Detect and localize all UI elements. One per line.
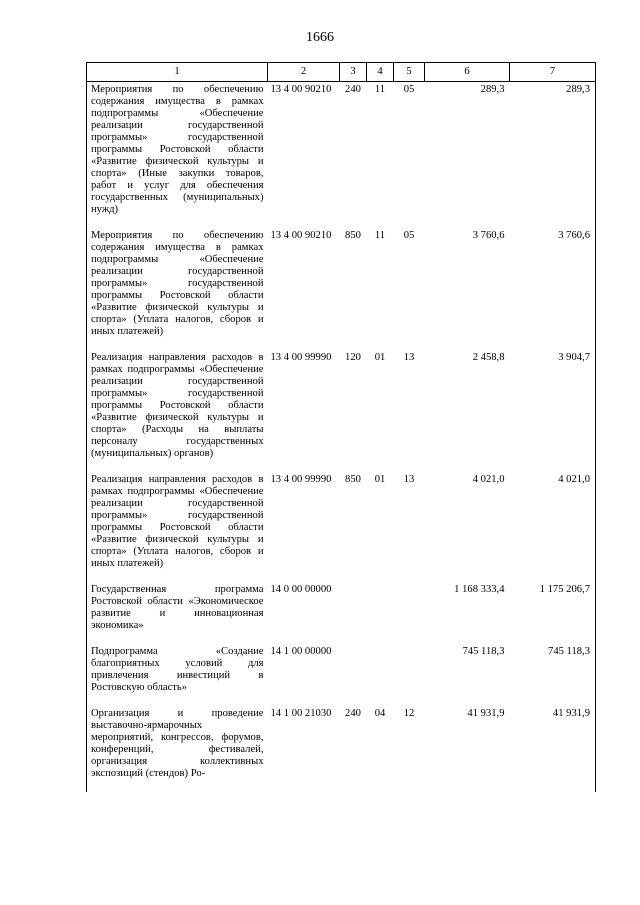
row-target-article: 13 4 00 90210 [270, 84, 332, 95]
header-cell: 6 [425, 63, 510, 82]
table-row [87, 706, 596, 792]
row-description: Организация и проведение выставочно-ярмарочных мероприятий, конгрессов, форумов, конференций, фестивалей, организация коллективных экспозиций (стендов) Ро- [87, 706, 268, 792]
row-subsection: 12 [403, 708, 415, 719]
row-amount-1: 745 118,3 [462, 646, 505, 657]
row-expense-type: 240 [345, 708, 361, 719]
table-row [87, 350, 596, 472]
row-amount-2: 289,3 [510, 82, 596, 229]
row-description: Реализация направления расходов в рамках подпрограммы «Обеспечение реализации государственной программы» государственной программы Ростовской области «Развитие физической культуры и спорта» (Расходы на выплаты персоналу государственных (муниципальных) органов) [87, 350, 268, 472]
table-row [87, 582, 596, 644]
row-description: Реализация направления расходов в рамках подпрограммы «Обеспечение реализации государственной программы» государственной программы Ростовской области «Развитие физической культуры и спорта» (Уплата налогов, сборов и иных платежей) [87, 472, 268, 582]
row-expense-type [340, 582, 367, 644]
row-section [367, 644, 394, 706]
row-subsection: 13 [403, 352, 415, 363]
row-subsection: 05 [403, 230, 415, 241]
row-section [367, 582, 394, 644]
header-cell: 2 [268, 63, 340, 82]
row-amount-1: 1 168 333,4 [454, 584, 505, 595]
row-expense-type: 850 [345, 230, 361, 241]
table-row [87, 228, 596, 350]
row-amount-2: 745 118,3 [510, 644, 596, 706]
row-description: Мероприятия по обеспечению содержания имущества в рамках подпрограммы «Обеспечение реализации государственной программы» государственной программы Ростовской области «Развитие физической культуры и спорта» (Уплата налогов, сборов и иных платежей) [87, 228, 268, 350]
row-subsection [394, 644, 425, 706]
row-description: Государственная программа Ростовской области «Экономическое развитие и инновационная экономика» [87, 582, 268, 644]
header-row [87, 63, 596, 82]
row-amount-2: 1 175 206,7 [510, 582, 596, 644]
row-amount-1: 3 760,6 [472, 230, 505, 241]
row-amount-1: 4 021,0 [472, 474, 505, 485]
row-expense-type: 850 [345, 474, 361, 485]
row-subsection: 13 [403, 474, 415, 485]
row-expense-type: 120 [345, 352, 361, 363]
budget-table [86, 62, 596, 792]
row-amount-2: 3 904,7 [510, 350, 596, 472]
row-description: Подпрограмма «Создание благоприятных условий для привлечения инвестиций в Ростовскую область» [87, 644, 268, 706]
row-description: Мероприятия по обеспечению содержания имущества в рамках подпрограммы «Обеспечение реализации государственной программы» государственной программы Ростовской области «Развитие физической культуры и спорта» (Иные закупки товаров, работ и услуг для обеспечения государственных (муниципальных) нужд) [87, 82, 268, 229]
header-cell: 7 [510, 63, 596, 82]
row-expense-type: 240 [345, 84, 361, 95]
row-target-article: 13 4 00 99990 [270, 474, 332, 485]
row-amount-2: 4 021,0 [510, 472, 596, 582]
table-row [87, 82, 596, 229]
header-cell: 3 [340, 63, 367, 82]
row-section: 01 [374, 352, 386, 363]
row-target-article: 14 0 00 00000 [270, 584, 332, 595]
row-amount-1: 2 458,8 [472, 352, 505, 363]
table-body [87, 82, 596, 793]
row-amount-1: 289,3 [480, 84, 505, 95]
row-target-article: 14 1 00 00000 [270, 646, 332, 657]
row-amount-2: 41 931,9 [510, 706, 596, 792]
row-subsection: 05 [403, 84, 415, 95]
row-target-article: 13 4 00 99990 [270, 352, 332, 363]
row-target-article: 13 4 00 90210 [270, 230, 332, 241]
table-row [87, 644, 596, 706]
row-section: 11 [374, 230, 386, 241]
row-amount-2: 3 760,6 [510, 228, 596, 350]
row-section: 11 [374, 84, 386, 95]
row-subsection [394, 582, 425, 644]
page-number: 1666 [306, 30, 334, 45]
header-cell: 5 [394, 63, 425, 82]
row-target-article: 14 1 00 21030 [270, 708, 332, 719]
row-section: 04 [374, 708, 386, 719]
header-cell: 4 [367, 63, 394, 82]
header-cell: 1 [87, 63, 268, 82]
row-section: 01 [374, 474, 386, 485]
table-row [87, 472, 596, 582]
row-expense-type [340, 644, 367, 706]
row-amount-1: 41 931,9 [467, 708, 505, 719]
